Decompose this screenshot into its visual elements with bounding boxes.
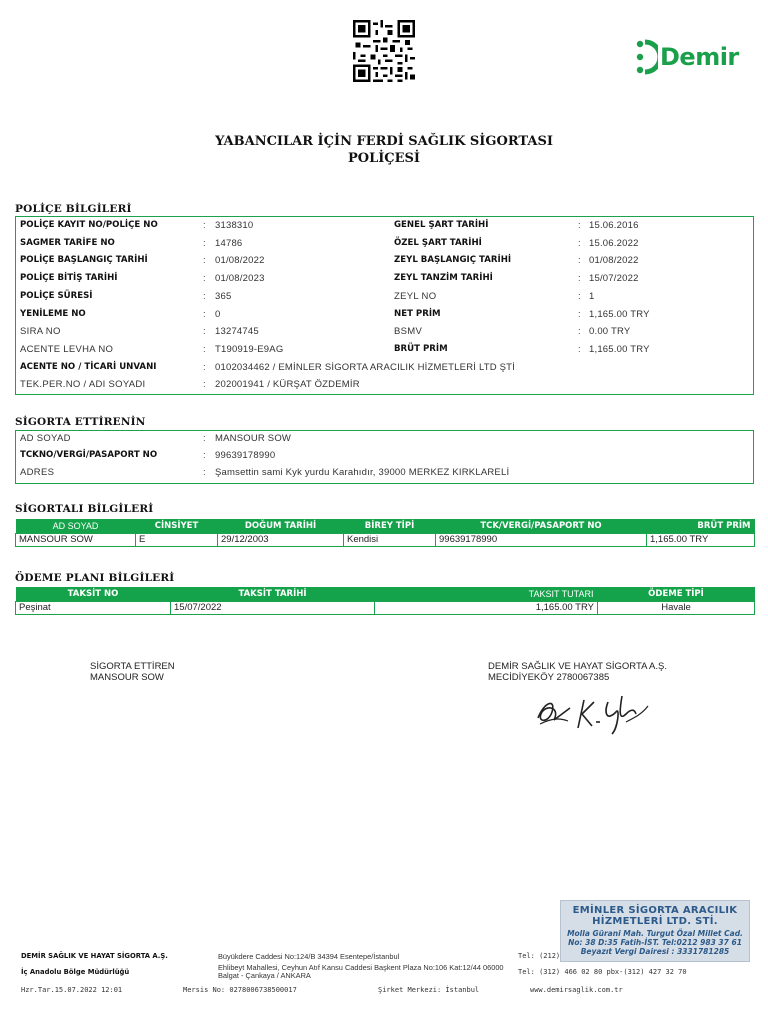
field-label: POLİÇE SÜRESİ [20,290,93,301]
sigortali-header-ad-soyad: AD SOYAD [16,519,136,533]
field-separator: : [203,308,206,320]
table-row [16,601,755,614]
footer-address-ankara: Ehlibeyt Mahallesi, Ceyhun Atıf Kansu Caddesi Başkent Plaza No:106 Kat:12/44 06000 Balgat - Çankaya / ANKARA [218,963,504,980]
sigortali-header-cinsiyet: CİNSİYET [136,519,218,533]
field-value: 1,165.00 TRY [589,308,650,320]
sig-left-title: SİGORTA ETTİREN [90,661,175,672]
field-label: ACENTE NO / TİCARİ UNVANI [20,361,157,372]
police-section-title: POLİÇE BİLGİLERİ [15,203,132,215]
ettiren-section-title: SİGORTA ETTİRENİN [15,416,146,428]
table-row [16,533,755,546]
sigortali-section-title: SİGORTALI BİLGİLERİ [15,503,154,515]
field-label: BSMV [394,326,423,338]
odeme-cell-taksit-no: Peşinat [16,601,171,614]
field-label: TCKNO/VERGİ/PASAPORT NO [20,450,158,460]
field-value: 0 [215,308,221,320]
odeme-cell-odeme-tipi: Havale [598,601,755,614]
field-separator: : [203,433,206,444]
document-title-line2: POLİÇESİ [347,151,421,166]
footer-region: İç Anadolu Bölge Müdürlüğü [21,968,130,976]
field-value: 13274745 [215,326,259,338]
odeme-header-taksit-tarihi: TAKSİT TARİHİ [171,587,375,601]
odeme-table [15,587,755,615]
sigortali-cell-tck: 99639178990 [436,533,647,546]
field-value: 99639178990 [215,450,276,461]
sigortali-header-birey-tipi: BİREY TİPİ [344,519,436,533]
odeme-header-odeme-tipi: ÖDEME TİPİ [598,587,755,601]
field-label: TEK.PER.NO / ADI SOYADI [20,379,146,391]
field-separator: : [578,343,581,355]
sigortali-cell-cinsiyet: E [136,533,218,546]
footer-company: DEMİR SAĞLIK VE HAYAT SİGORTA A.Ş. [21,952,168,960]
odeme-header-taksit-no: TAKSİT NO [16,587,171,601]
field-label: ÖZEL ŞART TARİHİ [394,237,482,248]
field-separator: : [578,220,581,231]
field-value: 15.06.2016 [589,220,639,231]
field-separator: : [578,237,581,249]
field-label: POLİÇE BAŞLANGIÇ TARİHİ [20,255,148,266]
stamp-line4: No: 38 D:35 Fatih-İST. Tel:0212 983 37 61 [568,938,742,947]
field-separator: : [203,361,206,373]
field-value: 15/07/2022 [589,273,639,285]
handwritten-signature [530,688,670,738]
sigortali-header-tck: TCK/VERGİ/PASAPORT NO [436,519,647,533]
field-label: ZEYL TANZİM TARİHİ [394,273,493,284]
sig-left-name: MANSOUR SOW [90,672,164,683]
sigortali-cell-birey-tipi: Kendisi [344,533,436,546]
field-separator: : [203,290,206,302]
field-separator: : [578,290,581,302]
field-label: ZEYL NO [394,290,437,302]
demir-logo [636,38,739,76]
field-separator: : [203,326,206,338]
field-value: 0102034462 / EMİNLER SİGORTA ARACILIK HİZMETLERİ LTD ŞTİ [215,361,515,373]
sigortali-header-brut-prim: BRÜT PRİM [647,519,755,533]
sigorta-ettiren-signature-block [90,661,175,683]
field-label: SAGMER TARİFE NO [20,237,115,248]
footer-tel-istanbul: Tel: (212) [518,952,561,960]
field-separator: : [203,237,206,249]
footer-website: www.demirsaglik.com.tr [530,986,623,994]
demir-logo-text: Demir [660,43,739,71]
footer-mersis: Mersis No: 0278006738500017 [183,986,297,994]
field-separator: : [203,467,206,478]
odeme-section-title: ÖDEME PLANI BİLGİLERİ [15,572,175,584]
stamp-line1: EMİNLER SİGORTA ARACILIK [572,905,738,916]
field-separator: : [578,255,581,267]
stamp-line3: Molla Gürani Mah. Turgut Özal Millet Cad. [567,929,743,938]
odeme-header-taksit-tutari: TAKSIT TUTARI [375,587,598,601]
field-separator: : [203,450,206,461]
demir-logo-icon [636,38,658,76]
field-value: 0.00 TRY [589,326,631,338]
sigortali-cell-ad-soyad: MANSOUR SOW [16,533,136,546]
field-label: ACENTE LEVHA NO [20,343,114,355]
sigortali-table [15,519,755,547]
field-value: 365 [215,290,232,302]
footer-merkez: Şirket Merkezi: İstanbul [378,986,480,994]
odeme-cell-taksit-tutari: 1,165.00 TRY [375,601,598,614]
field-label: YENİLEME NO [20,308,86,319]
field-label: AD SOYAD [20,433,71,444]
field-separator: : [203,379,206,391]
qr-code [352,20,416,82]
field-value: 01/08/2023 [215,273,265,285]
document-title: YABANCILAR İÇİN FERDİ SAĞLIK SİGORTASI [215,134,553,149]
field-separator: : [203,220,206,231]
field-value: 3138310 [215,220,254,231]
stamp-line2: HİZMETLERİ LTD. STİ. [592,916,718,927]
field-value: 202001941 / KÜRŞAT ÖZDEMİR [215,379,360,391]
field-value: 15.06.2022 [589,237,639,249]
footer-tel-ankara: Tel: (312) 466 02 80 pbx-(312) 427 32 70 [518,968,687,976]
footer-address-istanbul: Büyükdere Caddesi No:124/B 34394 Esentepe/İstanbul [218,952,400,961]
police-info-box [15,216,754,395]
field-value: T190919-E9AG [215,343,284,355]
field-label: SIRA NO [20,326,61,338]
field-label: ADRES [20,467,55,478]
footer-print-date: Hzr.Tar.15.07.2022 12:01 [21,986,123,994]
field-label: POLİÇE KAYIT NO/POLİÇE NO [20,220,158,230]
field-separator: : [203,273,206,285]
field-label: BRÜT PRİM [394,343,448,354]
field-separator: : [203,343,206,355]
odeme-cell-taksit-tarihi: 15/07/2022 [171,601,375,614]
agency-stamp [560,900,750,962]
sigortali-header-dogum-tarihi: DOĞUM TARİHİ [218,519,344,533]
field-separator: : [578,326,581,338]
field-label: POLİÇE BİTİŞ TARİHİ [20,273,118,284]
sig-right-branch: MECİDİYEKÖY 2780067385 [488,672,610,683]
field-label: GENEL ŞART TARİHİ [394,220,489,230]
field-value: 1,165.00 TRY [589,343,650,355]
field-label: NET PRİM [394,308,441,319]
sigortali-cell-brut-prim: 1,165.00 TRY [647,533,755,546]
sigortali-cell-dogum-tarihi: 29/12/2003 [218,533,344,546]
field-value: 01/08/2022 [589,255,639,267]
field-separator: : [578,273,581,285]
stamp-line5: Beyazıt Vergi Dairesi : 3331781285 [580,947,730,956]
sig-right-company: DEMİR SAĞLIK VE HAYAT SİGORTA A.Ş. [488,661,667,672]
field-value: 01/08/2022 [215,255,265,267]
company-signature-block [488,661,667,683]
odeme-header-row [16,587,755,601]
field-separator: : [203,255,206,267]
field-value: 1 [589,290,595,302]
ettiren-info-box [15,430,754,484]
field-separator: : [578,308,581,320]
field-value: 14786 [215,237,243,249]
field-value: MANSOUR SOW [215,433,292,444]
field-value: Şamsettin sami Kyk yurdu Karahıdır, 39000 MERKEZ KIRKLARELİ [215,467,510,478]
sigortali-header-row [16,519,755,533]
field-label: ZEYL BAŞLANGIÇ TARİHİ [394,255,512,266]
